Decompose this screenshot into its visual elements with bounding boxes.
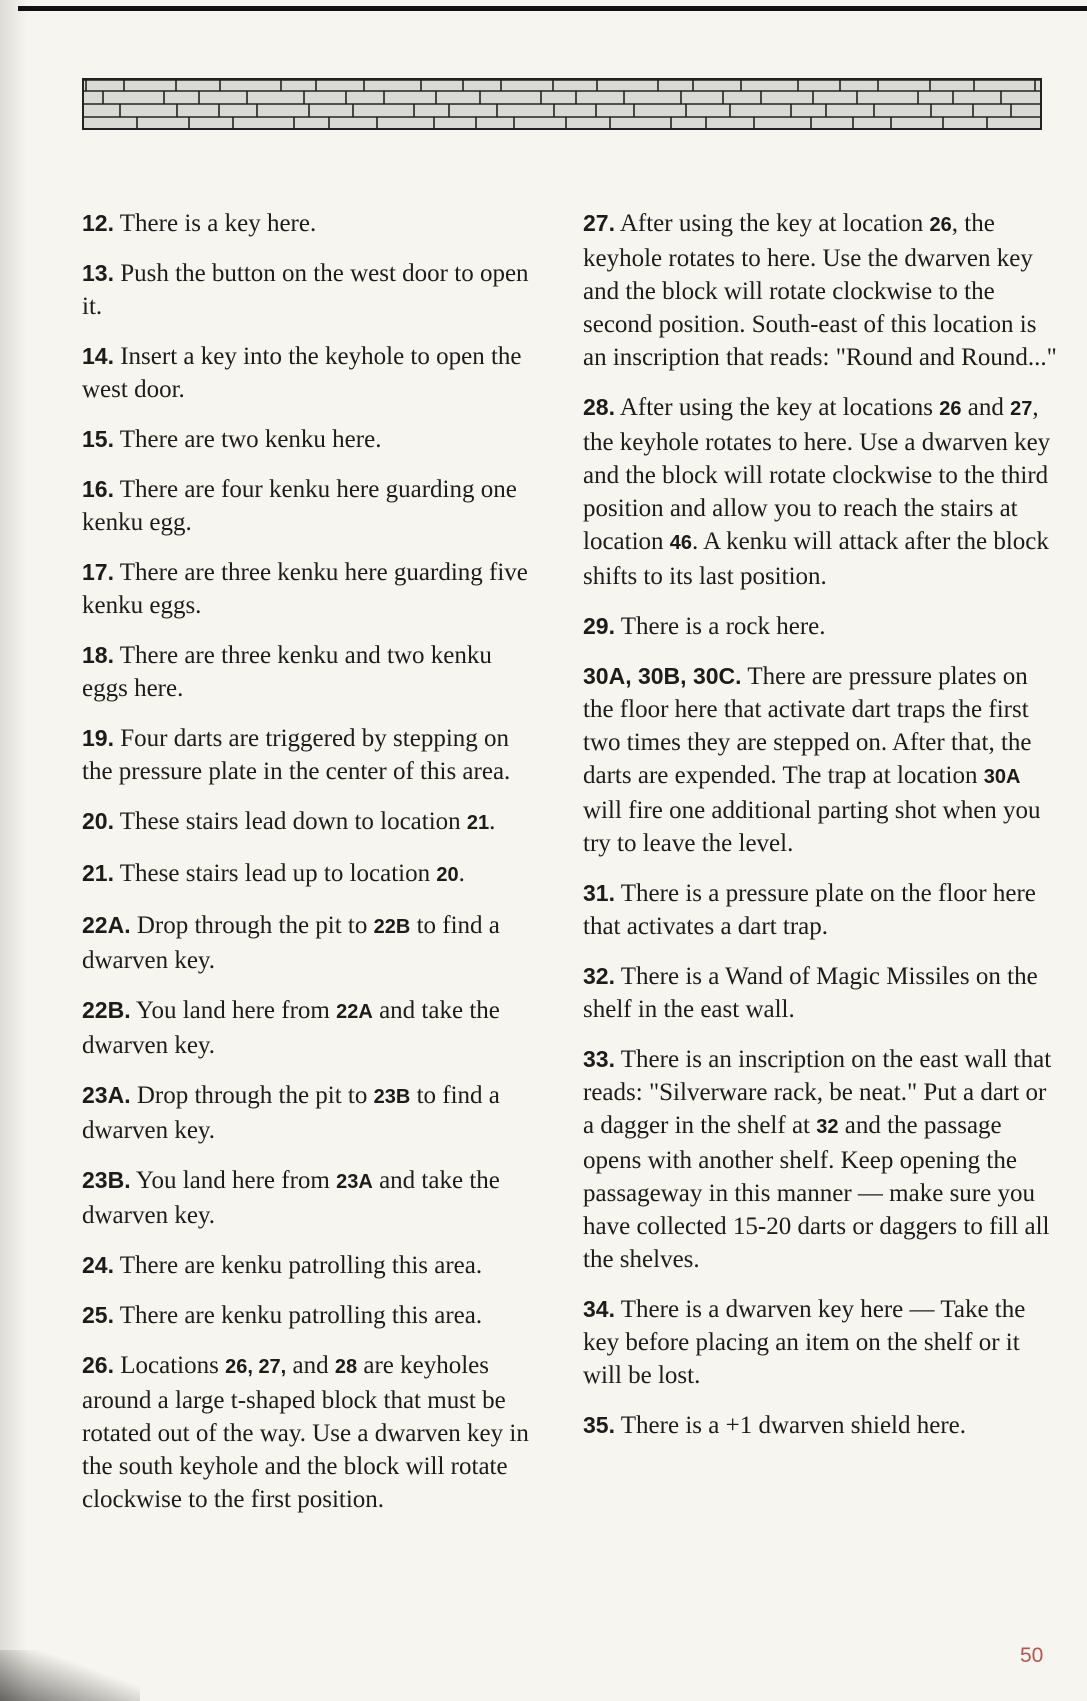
location-entry (82, 473, 542, 539)
entry-text: There are three kenku here guarding five kenku eggs. (82, 559, 528, 619)
location-ref: 20 (436, 864, 459, 886)
entry-text: Drop through the pit to (130, 912, 374, 939)
location-number: 14. (82, 343, 114, 369)
location-entry (82, 1164, 542, 1232)
location-entry (583, 877, 1063, 943)
location-number: 15. (82, 426, 114, 452)
entry-text: There are two kenku here. (113, 426, 382, 453)
location-entry (583, 1409, 1063, 1442)
entry-text: These stairs lead down to location (113, 808, 467, 835)
location-ref: 22A (336, 1001, 373, 1023)
location-ref: 30A (983, 766, 1021, 788)
location-ref: 23A (336, 1171, 373, 1193)
entry-text: , the keyhole rotates to here. Use a dwarven key and the block will rotate clockwise to the third position and allow you to reach the stairs at location (583, 394, 1051, 555)
location-entry (82, 639, 542, 705)
location-number: 25. (82, 1302, 114, 1328)
location-ref: 46 (669, 532, 693, 554)
entry-text: After using the key at location (614, 210, 930, 237)
location-ref: 28 (334, 1356, 358, 1378)
location-entry (82, 722, 542, 788)
entry-text: will fire one additional parting shot when you try to leave the level. (583, 797, 1041, 857)
entry-text: Insert a key into the keyhole to open the west door. (82, 343, 522, 403)
location-number: 28. (583, 394, 615, 420)
location-ref: 21 (466, 812, 490, 834)
location-entry (82, 423, 542, 456)
location-entry (82, 1079, 542, 1147)
location-entry (583, 660, 1063, 860)
location-number: 24. (82, 1252, 114, 1278)
location-entry (82, 857, 542, 892)
entry-text: Locations (113, 1352, 226, 1379)
location-ref: 27 (1010, 398, 1033, 420)
location-number: 23B. (82, 1167, 131, 1193)
entry-text: and (961, 394, 1011, 421)
location-ref: 32 (816, 1116, 839, 1138)
location-number: 35. (583, 1412, 615, 1438)
location-entry (583, 1043, 1063, 1276)
entry-text: Push the button on the west door to open it. (82, 260, 529, 320)
location-entry (82, 909, 542, 977)
location-ref: 23B (373, 1086, 411, 1108)
location-number: 19. (82, 725, 114, 751)
entry-text: There are four kenku here guarding one kenku egg. (82, 476, 517, 536)
stone-wall-banner (82, 78, 1042, 130)
entry-text: . (489, 808, 496, 835)
top-rule (18, 6, 1087, 11)
entry-text: There is a key here. (113, 210, 317, 237)
location-ref: 26, 27, (225, 1356, 287, 1378)
page-number: 50 (1020, 1644, 1044, 1667)
location-number: 33. (583, 1046, 615, 1072)
entry-text: to find a dwarven key. (82, 1082, 500, 1144)
location-ref: 26 (929, 214, 952, 236)
location-number: 32. (583, 963, 615, 989)
location-number: 29. (583, 613, 615, 639)
location-entry (82, 257, 542, 323)
location-entry (583, 610, 1063, 643)
entry-text: and the passage opens with another shelf. Keep opening the passageway in this manner — make sure you have collected 15-20 darts or daggers to fill all the shelves. (583, 1112, 1050, 1273)
location-number: 34. (583, 1296, 615, 1322)
location-number: 22A. (82, 912, 131, 938)
location-entry (82, 340, 542, 406)
location-entry (583, 960, 1063, 1026)
entry-text: You land here from (130, 997, 337, 1024)
location-number: 13. (82, 260, 114, 286)
location-number: 31. (583, 880, 615, 906)
entry-text: There is a dwarven key here — Take the key before placing an item on the shelf or it will be lost. (583, 1296, 1026, 1389)
entry-text: , the keyhole rotates to here. Use the dwarven key and the block will rotate clockwise to the second position. South-east of this location is an inscription that reads: "Round and Round..." (583, 210, 1057, 371)
location-entry (583, 1293, 1063, 1392)
entry-text: There is a rock here. (614, 613, 826, 640)
location-number: 21. (82, 860, 114, 886)
corner-shadow (0, 1650, 140, 1701)
location-number: 22B. (82, 997, 131, 1023)
location-ref: 26 (939, 398, 962, 420)
location-entry (82, 805, 542, 840)
binding-shadow (0, 0, 28, 1701)
entry-text: There are kenku patrolling this area. (113, 1252, 483, 1279)
location-number: 16. (82, 476, 114, 502)
entry-text: . A kenku will attack after the block shifts to its last position. (583, 528, 1049, 590)
entry-text: There are pressure plates on the floor here that activate dart traps the first two times they are stepped on. After that, the darts are expended. The trap at location (583, 663, 1032, 789)
entry-text: After using the key at locations (614, 394, 940, 421)
location-number: 30A, 30B, 30C. (583, 663, 742, 689)
entry-text: These stairs lead up to location (113, 860, 437, 887)
location-entry (82, 1349, 542, 1516)
entry-text: There is a Wand of Magic Missiles on the shelf in the east wall. (583, 963, 1038, 1023)
entry-text: and (286, 1352, 335, 1379)
entry-text: are keyholes around a large t-shaped block that must be rotated out of the way. Use a dwarven key in the south keyhole and the block will rotate clockwise to the first position. (82, 1352, 529, 1513)
entry-text: There is a +1 dwarven shield here. (614, 1412, 966, 1439)
location-entry (583, 207, 1063, 374)
location-entry (583, 391, 1063, 593)
entry-text: There are kenku patrolling this area. (113, 1302, 483, 1329)
entry-text: and take the dwarven key. (82, 997, 500, 1059)
entry-text: Four darts are triggered by stepping on the pressure plate in the center of this area. (82, 725, 511, 785)
entry-text: There are three kenku and two kenku eggs here. (82, 642, 492, 702)
entry-text: . (458, 860, 465, 887)
right-column (583, 207, 1063, 1459)
entry-text: and take the dwarven key. (82, 1167, 500, 1229)
location-number: 20. (82, 808, 114, 834)
location-number: 17. (82, 559, 114, 585)
location-entry (82, 1299, 542, 1332)
location-number: 12. (82, 210, 114, 236)
location-number: 23A. (82, 1082, 131, 1108)
location-number: 27. (583, 210, 615, 236)
entry-text: There is an inscription on the east wall that reads: "Silverware rack, be neat." Put a dart or a dagger in the shelf at (583, 1046, 1052, 1139)
location-number: 26. (82, 1352, 114, 1378)
entry-text: Drop through the pit to (130, 1082, 374, 1109)
location-entry (82, 1249, 542, 1282)
location-entry (82, 207, 542, 240)
entry-text: There is a pressure plate on the floor here that activates a dart trap. (583, 880, 1036, 940)
location-entry (82, 556, 542, 622)
location-ref: 22B (373, 916, 411, 938)
location-entry (82, 994, 542, 1062)
entry-text: You land here from (130, 1167, 337, 1194)
left-column (82, 207, 542, 1533)
entry-text: to find a dwarven key. (82, 912, 500, 974)
location-number: 18. (82, 642, 114, 668)
